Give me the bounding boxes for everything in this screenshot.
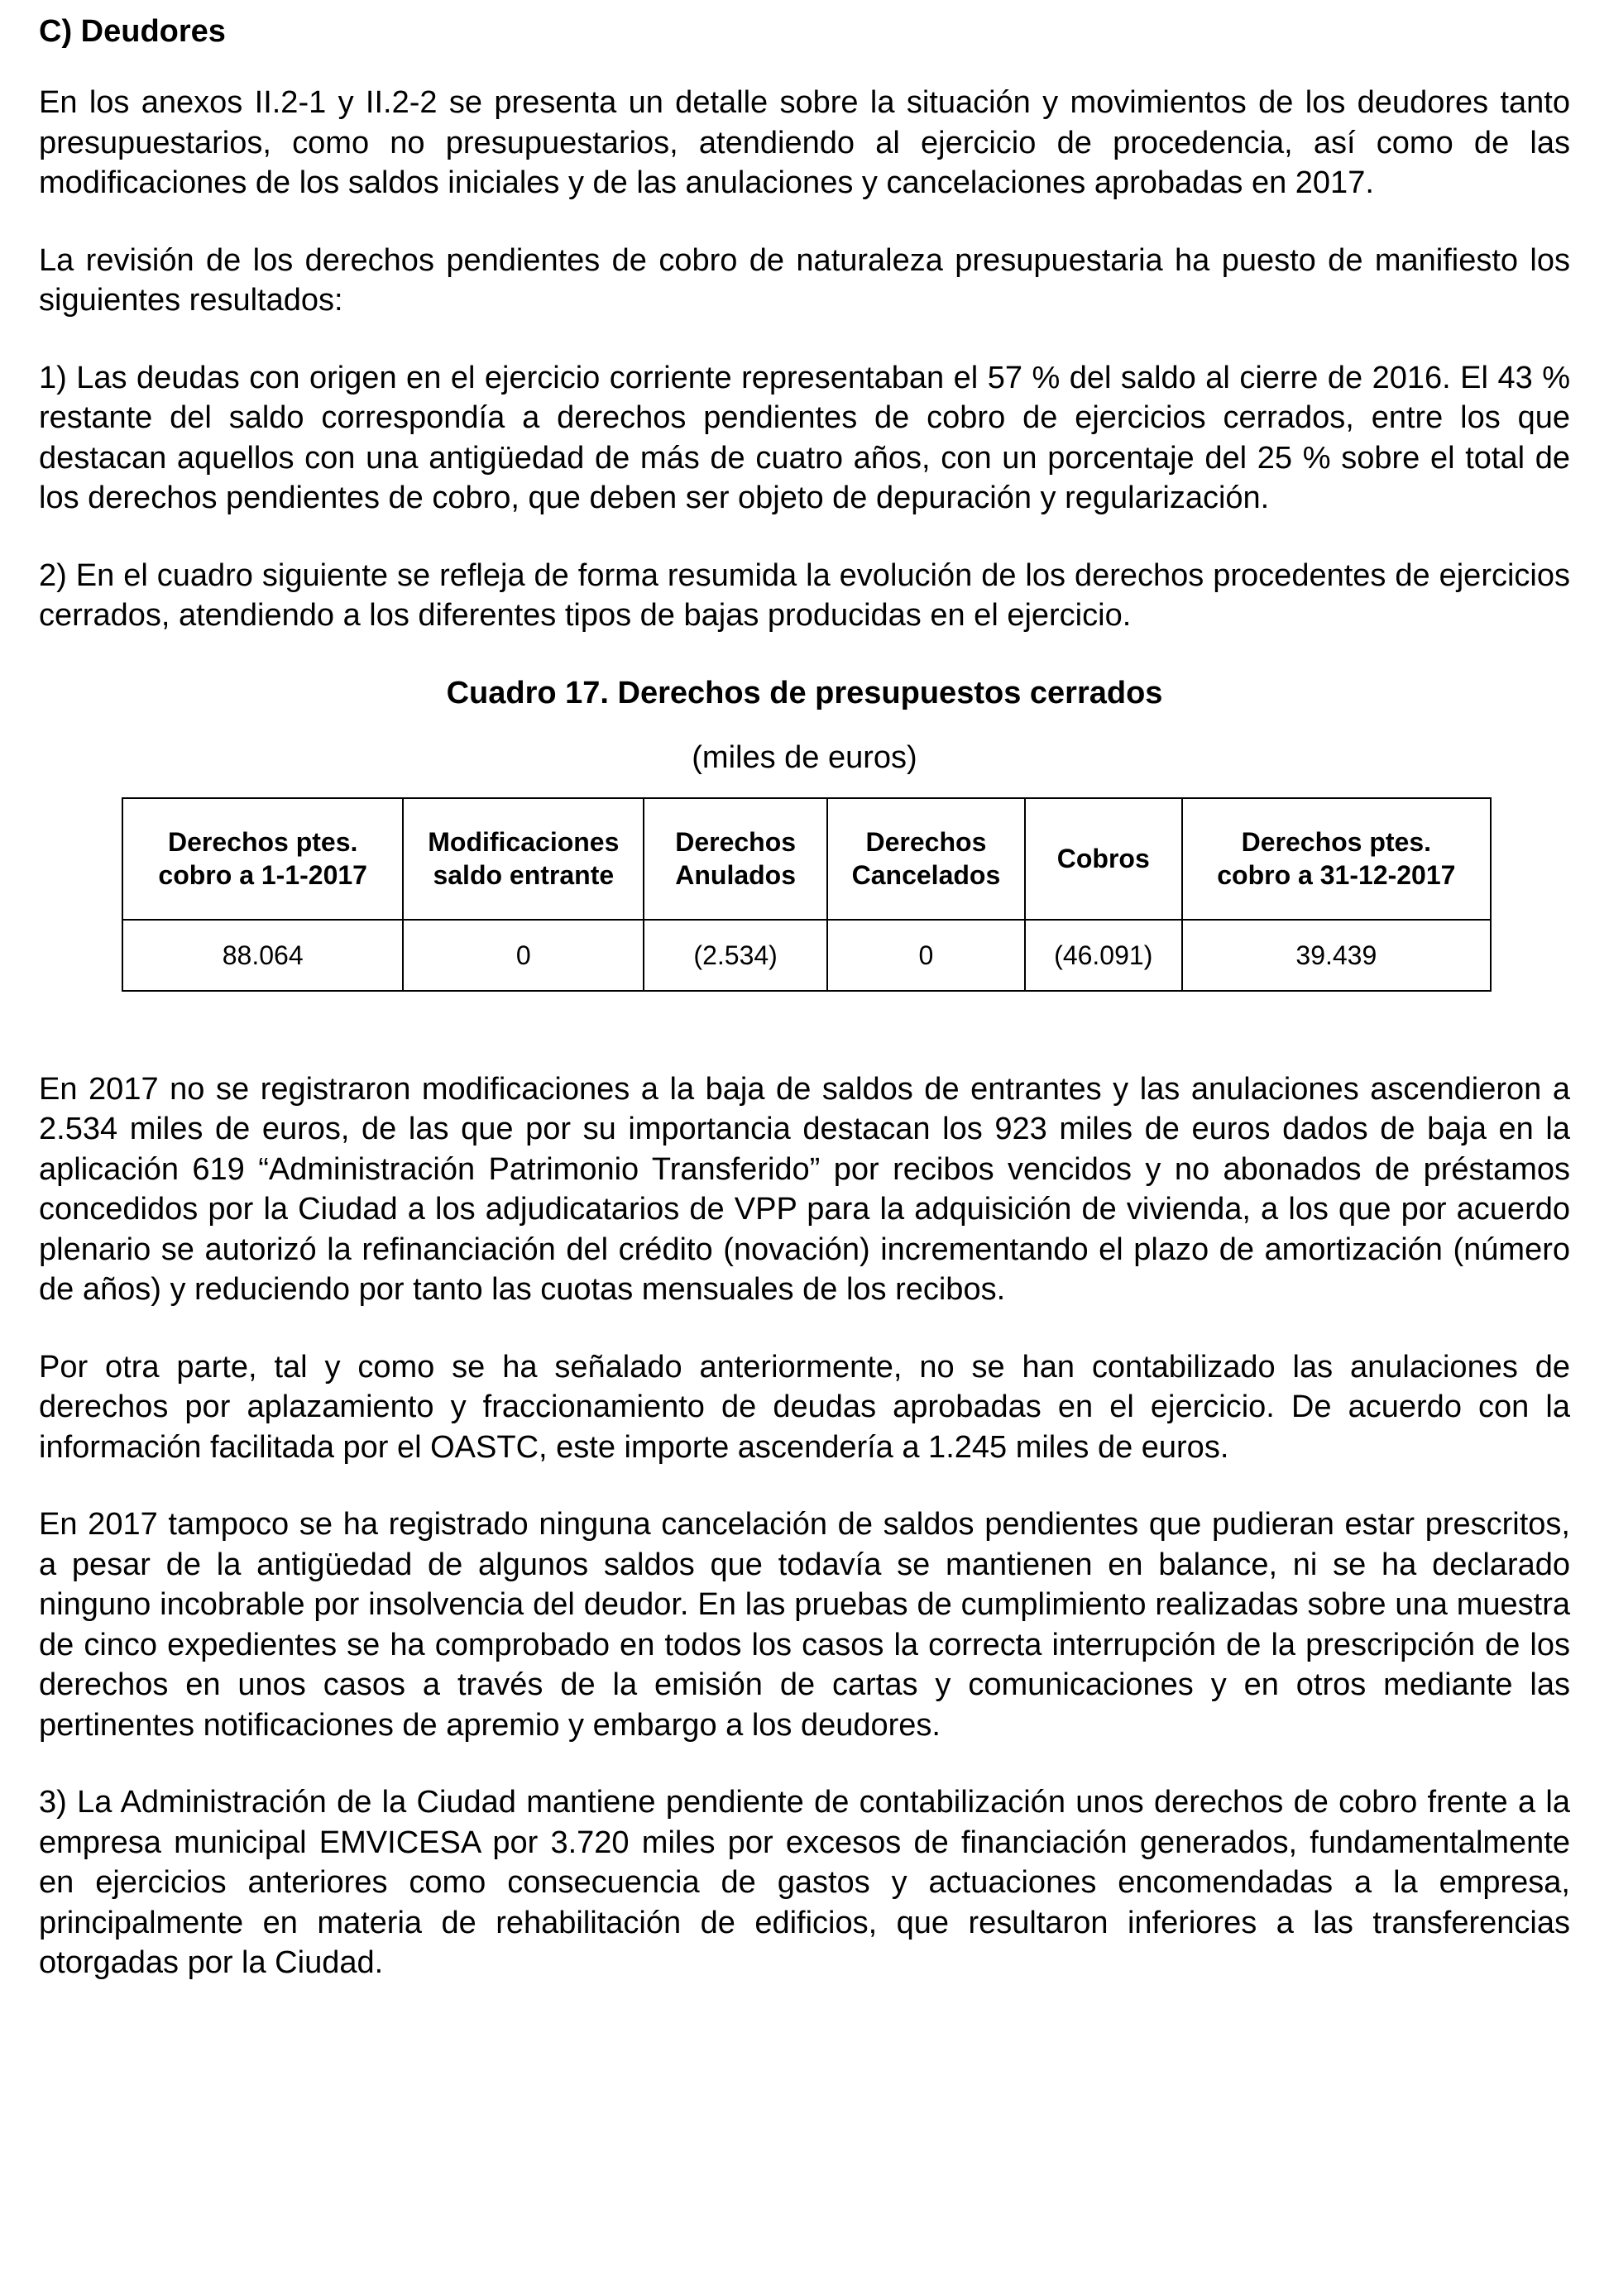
header-line: saldo entrante <box>433 860 615 890</box>
cell-modificaciones: 0 <box>403 920 644 991</box>
cell-pendientes-inicio: 88.064 <box>122 920 403 991</box>
header-modificaciones <box>403 798 644 920</box>
header-cobros <box>1025 798 1182 920</box>
derechos-table <box>122 797 1492 992</box>
paragraph-after-4: 3) La Administración de la Ciudad mantiene pendiente de contabilización unos derechos de cobro frente a la empresa municipal EMVICESA por 3.720 miles por excesos de financiación generados, fundamentalmente en ejercicios anteriores como consecuencia de gastos y actuaciones encomendadas a la empresa, principalmente en materia de rehabilitación de edificios, que resultaron inferiores a las transferencias otorgadas por la Ciudad. <box>39 1785 1570 1980</box>
paragraph-intro-4: 2) En el cuadro siguiente se refleja de forma resumida la evolución de los derechos procedentes de ejercicios cerrados, atendiendo a los diferentes tipos de bajas producidas en el ejercicio. <box>39 557 1570 633</box>
table-header-row <box>122 798 1491 920</box>
paragraph-intro-1: En los anexos II.2-1 y II.2-2 se presenta un detalle sobre la situación y movimientos de los deudores tanto presupuestarios, como no presupuestarios, atendiendo al ejercicio de procedencia, así como de las modificaciones de los saldos iniciales y de las anulaciones y cancelaciones aprobadas en 2017. <box>39 85 1570 200</box>
header-line: Modificaciones <box>428 827 620 857</box>
header-pendientes-inicio <box>122 798 403 920</box>
cell-anulados: (2.534) <box>644 920 827 991</box>
header-line: Cancelados <box>851 860 1001 890</box>
header-anulados <box>644 798 827 920</box>
paragraph-intro-3: 1) Las deudas con origen en el ejercicio corriente representaban el 57 % del saldo al cierre de 2016. El 43 % restante del saldo correspondía a derechos pendientes de cobro de ejercicios cerrados, entre los que destacan aquellos con una antigüedad de más de cuatro años, con un porcentaje del 25 % sobre el total de los derechos pendientes de cobro, que deben ser objeto de depuración y regularización. <box>39 360 1570 515</box>
cell-cobros: (46.091) <box>1025 920 1182 991</box>
header-line: cobro a 31-12-2017 <box>1217 860 1456 890</box>
header-line: Derechos <box>865 827 987 857</box>
document-page <box>39 12 1570 2021</box>
table-title: Cuadro 17. Derechos de presupuestos cerrados <box>446 675 1163 710</box>
table-row <box>122 920 1491 991</box>
cell-pendientes-cierre: 39.439 <box>1182 920 1491 991</box>
header-line: Derechos <box>675 827 797 857</box>
paragraph-after-3: En 2017 tampoco se ha registrado ninguna cancelación de saldos pendientes que pudieran estar prescritos, a pesar de la antigüedad de algunos saldos que todavía se mantienen en balance, ni se ha declarado ninguno incobrable por insolvencia del deudor. En las pruebas de cumplimiento realizadas sobre una muestra de cinco expedientes se ha comprobado en todos los casos la correcta interrupción de la prescripción de los derechos en unos casos a través de la emisión de cartas y comunicaciones y en otros mediante las pertinentes notificaciones de apremio y embargo a los deudores. <box>39 1507 1570 1743</box>
header-line: Derechos ptes. <box>167 827 358 857</box>
section-title: C) Deudores <box>39 14 226 49</box>
table-units: (miles de euros) <box>692 739 917 775</box>
paragraph-intro-2: La revisión de los derechos pendientes de cobro de naturaleza presupuestaria ha puesto de manifiesto los siguientes resultados: <box>39 242 1570 318</box>
paragraph-after-1: En 2017 no se registraron modificaciones a la baja de saldos de entrantes y las anulaciones ascendieron a 2.534 miles de euros, de las que por su importancia destacan los 923 miles de euros dados de baja en la aplicación 619 “Administración Patrimonio Transferido” por recibos vencidos y no abonados de préstamos concedidos por la Ciudad a los adjudicatarios de VPP para la adquisición de vivienda, a los que por acuerdo plenario se autorizó la refinanciación del crédito (novación) incrementando el plazo de amortización (número de años) y reduciendo por tanto las cuotas mensuales de los recibos. <box>39 1071 1570 1307</box>
cell-cancelados: 0 <box>827 920 1025 991</box>
paragraph-after-2: Por otra parte, tal y como se ha señalado anteriormente, no se han contabilizado las anulaciones de derechos por aplazamiento y fraccionamiento de deudas aprobadas en el ejercicio. De acuerdo con la información facilitada por el OASTC, este importe ascendería a 1.245 miles de euros. <box>39 1349 1570 1465</box>
header-line: Anulados <box>675 860 797 890</box>
header-line: Cobros <box>1056 844 1150 873</box>
header-pendientes-cierre <box>1182 798 1491 920</box>
header-line: cobro a 1-1-2017 <box>158 860 367 890</box>
header-line: Derechos ptes. <box>1241 827 1432 857</box>
header-cancelados <box>827 798 1025 920</box>
